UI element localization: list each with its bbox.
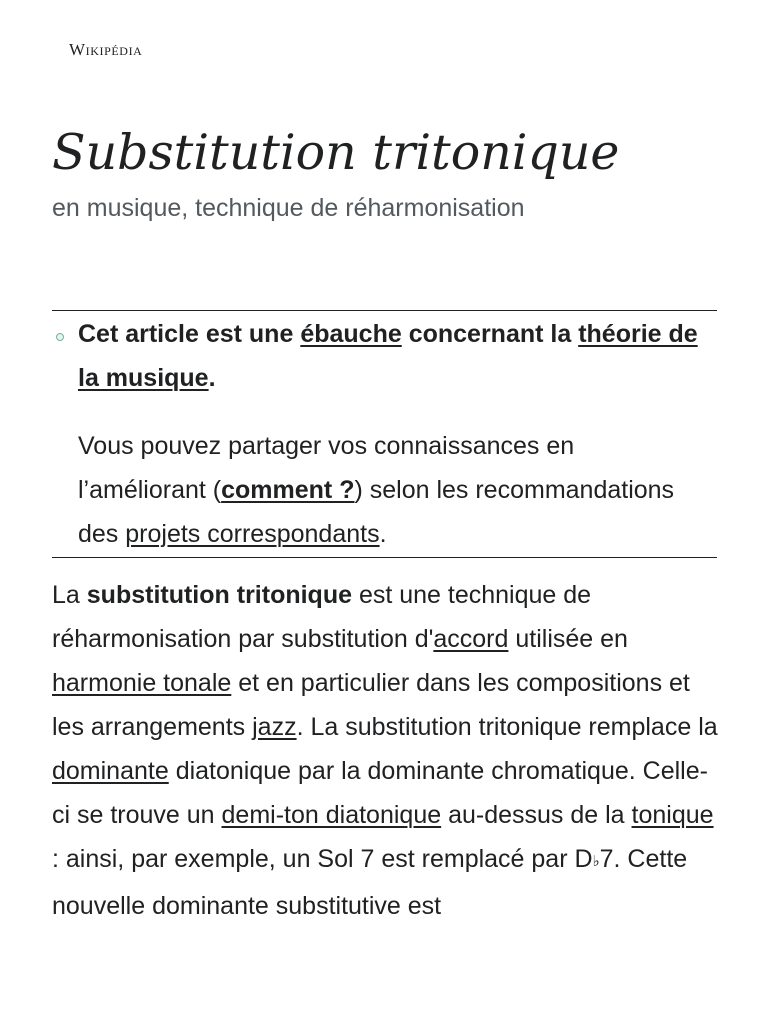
stub-invite-text-3: .: [379, 520, 387, 548]
stub-invite-text-2: ) selon les recommandations des: [78, 476, 675, 548]
flat-symbol: ♭: [592, 853, 600, 870]
ebauche-link[interactable]: ébauche: [300, 320, 402, 348]
stub-text-1: Cet article est une: [78, 320, 301, 348]
intro-text-7: au-dessus de la: [441, 801, 632, 829]
projets-correspondants-link[interactable]: projets correspondants: [125, 520, 380, 548]
stub-headline: [78, 311, 698, 400]
wikipedia-wordmark[interactable]: Wikipédia: [69, 40, 143, 59]
stub-notice: [52, 310, 717, 558]
dominante-link[interactable]: dominante: [52, 757, 169, 785]
stub-bullet-icon: [56, 333, 64, 341]
intro-text-3: utilisée en: [508, 625, 628, 653]
stub-text: [78, 311, 698, 556]
stub-text-2: concernant la: [401, 320, 579, 348]
intro-text-6: diatonique par la dominante chromatique. Celle-ci se trouve un: [52, 757, 708, 829]
intro-text-5: . La substitution tritonique remplace la: [296, 713, 718, 741]
harmonie-tonale-link[interactable]: harmonie tonale: [52, 669, 232, 697]
stub-invitation: [78, 424, 698, 556]
tonique-link[interactable]: tonique: [631, 801, 714, 829]
stub-text-3: .: [208, 364, 216, 392]
page-title: Substitution tritonique: [52, 124, 620, 181]
stub-invite-text-1: Vous pouvez partager vos connaissances en l’améliorant (: [78, 432, 575, 504]
intro-text-9: 7. Cette nouvelle dominante substitutive est: [52, 845, 688, 920]
intro-paragraph: [52, 573, 722, 928]
intro-text-4: et en particulier dans les compositions et les arrangements: [52, 669, 690, 741]
accord-link[interactable]: accord: [433, 625, 509, 653]
intro-text-1: La: [52, 581, 87, 609]
page-subtitle: en musique, technique de réharmonisation: [52, 194, 525, 222]
comment-link[interactable]: comment ?: [221, 476, 355, 504]
intro-text-2: est une technique de réharmonisation par substitution d': [52, 581, 592, 653]
theorie-musique-link[interactable]: théorie de la musique: [78, 320, 698, 392]
jazz-link[interactable]: jazz: [252, 713, 297, 741]
intro-text-8: : ainsi, par exemple, un Sol 7 est remplacé par D: [52, 845, 593, 873]
demi-ton-diatonique-link[interactable]: demi-ton diatonique: [221, 801, 442, 829]
intro-bold-term: substitution tritonique: [86, 581, 352, 609]
